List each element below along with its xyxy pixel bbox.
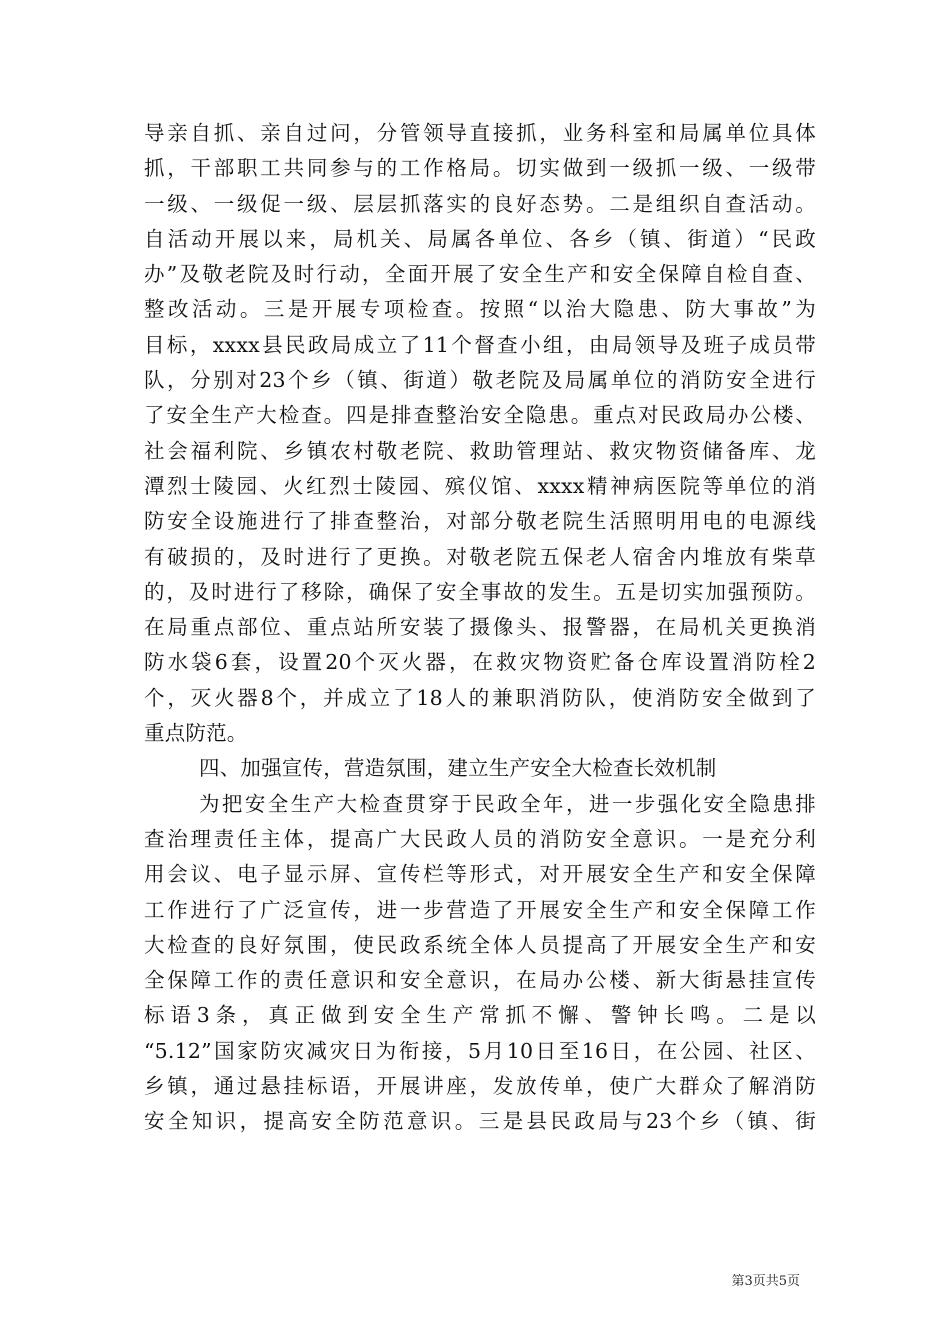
text-line: 社会福利院、乡镇农村敬老院、救助管理站、救灾物资储备库、龙	[144, 438, 816, 463]
page-number: 第3页共5页	[731, 1274, 800, 1289]
text-line: 的，及时进行了移除，确保了安全事故的发生。五是切实加强预防。	[144, 579, 816, 604]
text-line: 大检查的良好氛围，使民政系统全体人员提高了开展安全生产和安	[144, 932, 816, 957]
text-line: 导亲自抓、亲自过问，分管领导直接抓，业务科室和局属单位具体	[144, 121, 816, 145]
text-line: 了安全生产大检查。四是排查整治安全隐患。重点对民政局办公楼、	[144, 403, 816, 428]
text-line: 为把安全生产大检查贯穿于民政全年，进一步强化安全隐患排	[199, 791, 816, 816]
text-line: 目标，xxxx县民政局成立了11个督查小组，由局领导及班子成员带	[144, 332, 816, 357]
text-line: 自活动开展以来，局机关、局属各单位、各乡（镇、街道）“民政	[144, 226, 816, 251]
text-line: 有破损的，及时进行了更换。对敬老院五保老人宿舍内堆放有柴草	[144, 544, 816, 569]
text-line: 在局重点部位、重点站所安装了摄像头、报警器，在局机关更换消	[144, 615, 816, 640]
text-line: 队，分别对23个乡（镇、街道）敬老院及局属单位的消防安全进行	[144, 368, 816, 393]
text-line: 全保障工作的责任意识和安全意识，在局办公楼、新大街悬挂宣传	[144, 968, 816, 993]
text-line: 安全知识，提高安全防范意识。三是县民政局与23个乡（镇、街	[144, 1109, 816, 1134]
text-line: 一级、一级促一级、层层抓落实的良好态势。二是组织自查活动。	[144, 191, 816, 216]
text-line: “5.12”国家防灾减灾日为衔接，5月10日至16日，在公园、社区、	[144, 1038, 816, 1063]
text-line: 重点防范。	[144, 721, 248, 746]
text-line: 防水袋6套，设置20个灭火器，在救灾物资贮备仓库设置消防栓2	[144, 650, 816, 675]
text-line: 个，灭火器8个，并成立了18人的兼职消防队，使消防安全做到了	[144, 685, 816, 710]
text-line: 查治理责任主体，提高广大民政人员的消防安全意识。一是充分利	[144, 826, 816, 851]
section-heading: 四、加强宣传，营造氛围，建立生产安全大检查长效机制	[199, 756, 717, 781]
text-line: 标语3条，真正做到安全生产常抓不懈、警钟长鸣。二是以	[144, 1003, 816, 1028]
text-line: 办”及敬老院及时行动，全面开展了安全生产和安全保障自检自查、	[144, 262, 816, 287]
body-text	[144, 116, 816, 1140]
text-line: 抓，干部职工共同参与的工作格局。切实做到一级抓一级、一级带	[144, 156, 816, 181]
text-line: 整改活动。三是开展专项检查。按照“以治大隐患、防大事故”为	[144, 297, 816, 322]
text-line: 用会议、电子显示屏、宣传栏等形式，对开展安全生产和安全保障	[144, 862, 816, 887]
text-line: 潭烈士陵园、火红烈士陵园、殡仪馆、xxxx精神病医院等单位的消	[144, 473, 816, 498]
text-line: 乡镇，通过悬挂标语，开展讲座，发放传单，使广大群众了解消防	[144, 1074, 816, 1099]
text-line: 防安全设施进行了排查整治，对部分敬老院生活照明用电的电源线	[144, 509, 816, 534]
text-line: 工作进行了广泛宣传，进一步营造了开展安全生产和安全保障工作	[144, 897, 816, 922]
